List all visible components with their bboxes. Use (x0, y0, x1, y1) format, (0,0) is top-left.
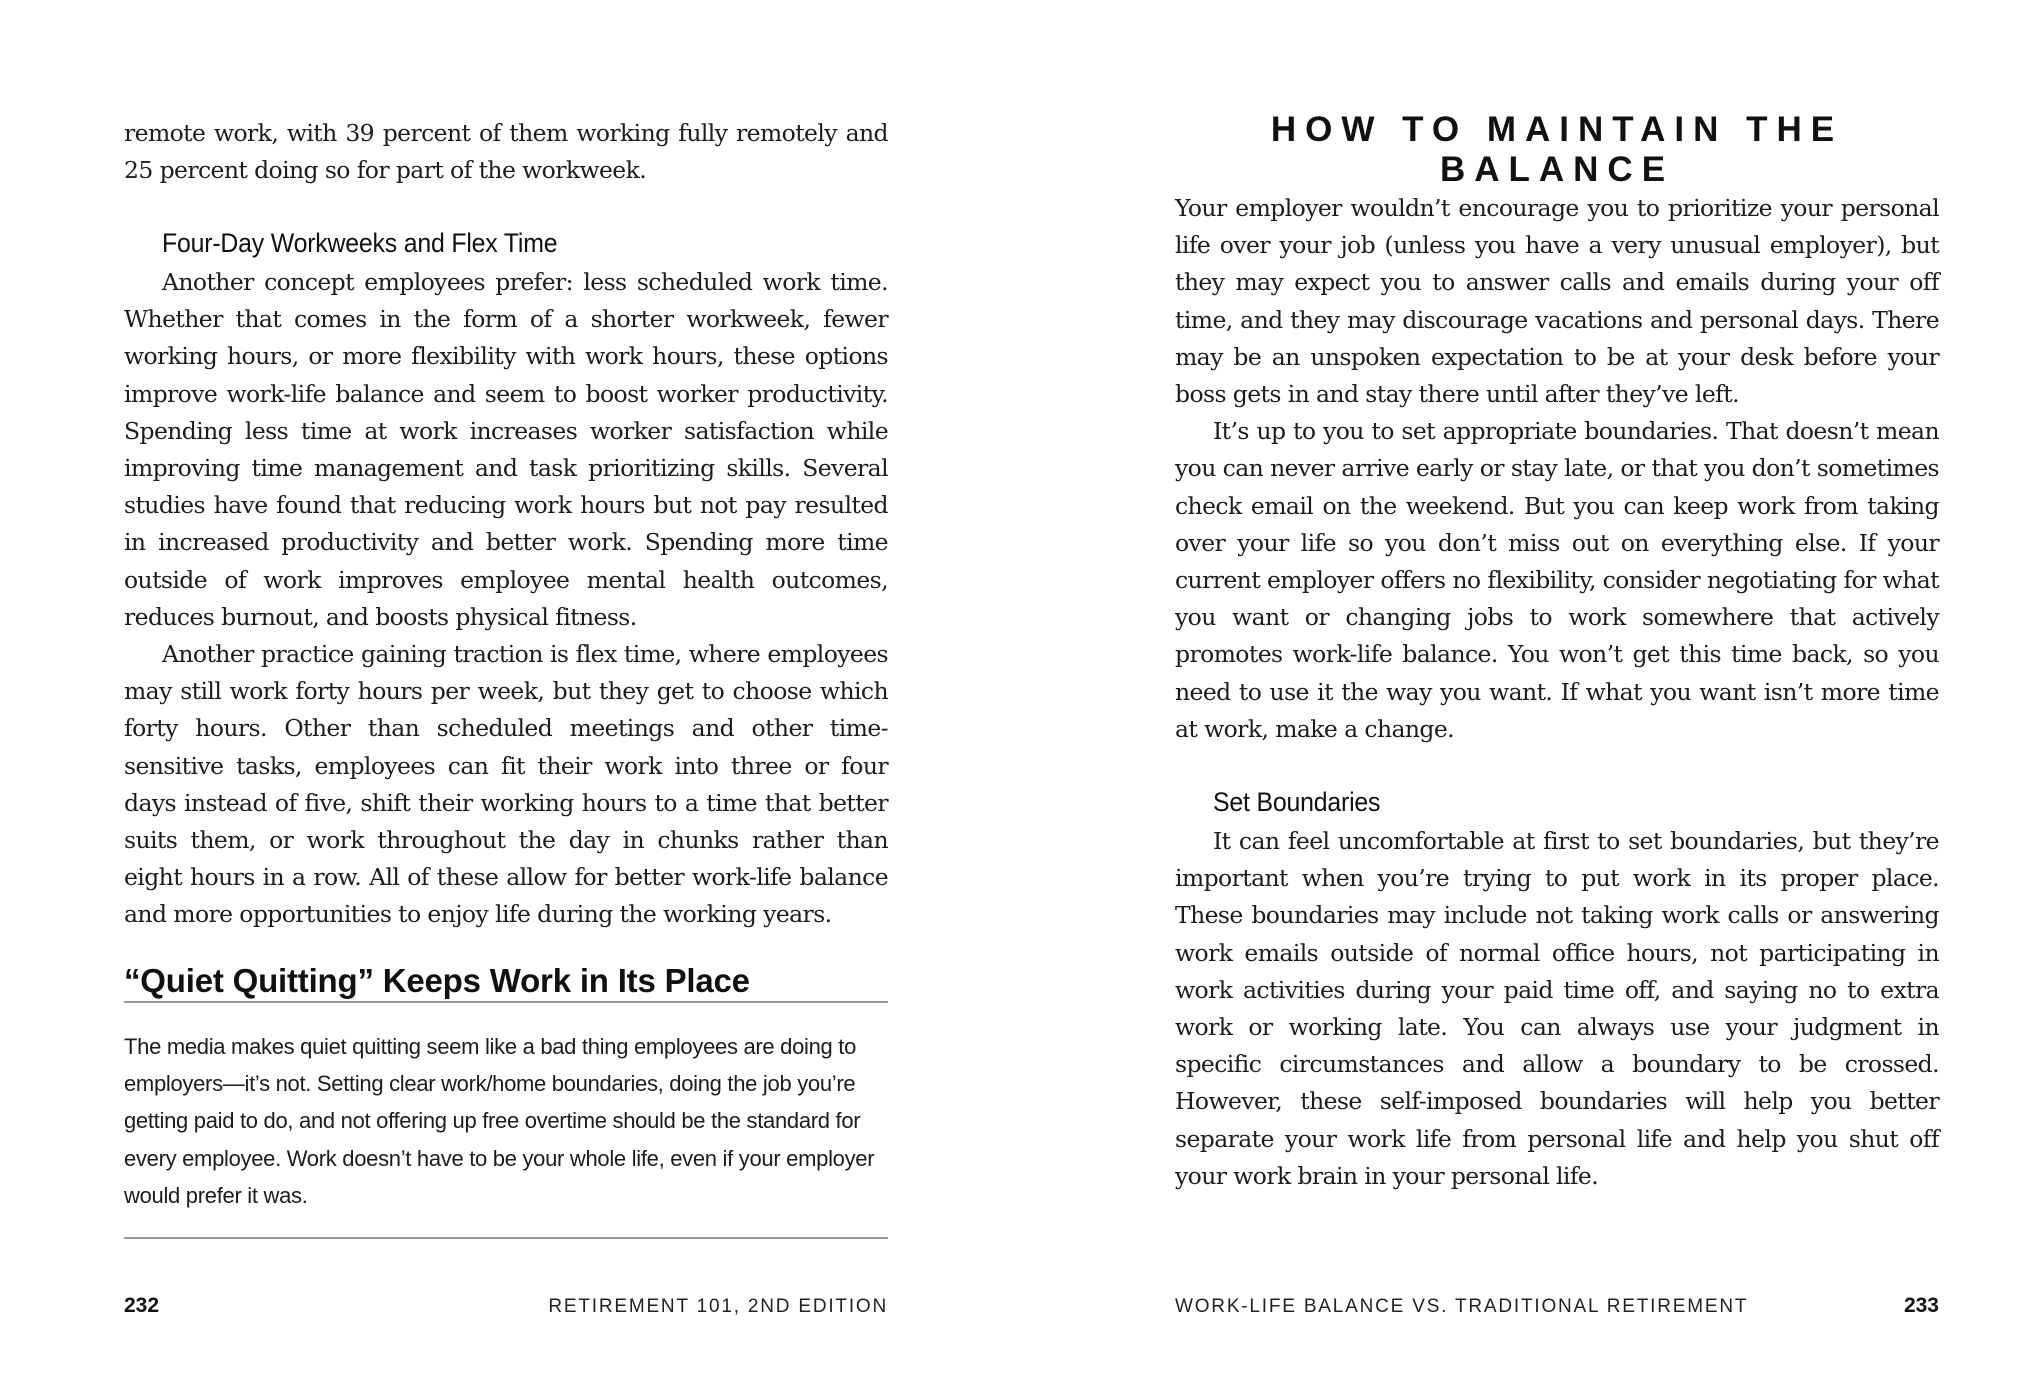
chapter-heading: HOW TO MAINTAIN THE BALANCE (1270, 110, 1844, 189)
left-page (124, 0, 888, 1400)
section-heading-set-boundaries: Set Boundaries (1213, 787, 1381, 817)
sidebar-top-rule (124, 1001, 888, 1003)
sidebar-bottom-rule (124, 1237, 888, 1239)
running-footer-right: WORK-LIFE BALANCE VS. TRADITIONAL RETIREMENT (1175, 1296, 1749, 1317)
page-number-right: 233 (1903, 1294, 1939, 1317)
sidebar-title: “Quiet Quitting” Keeps Work in Its Place (124, 962, 750, 999)
body-paragraph: It can feel uncomfortable at first to set boundaries, but they’re important when you’re trying to put work in its proper place. These boundaries may include not taking work calls or answering work emails outside of normal office hours, not participating in work activities during your paid time off, and saying no to extra work or working late. You can always use your judgment in specific circumstances and allow a boundary to be crossed. However, these self-imposed boundaries will help you better separate your work life from personal life and help you shut off your work brain in your personal life. (1175, 827, 1939, 1190)
running-footer-left: RETIREMENT 101, 2ND EDITION (548, 1296, 888, 1317)
page-number-left: 232 (124, 1294, 160, 1317)
body-paragraph: Your employer wouldn’t encourage you to prioritize your personal life over your job (unless you have a very unusual employer), but they may expect you to answer calls and emails during your off time, and they may discourage vacations and personal days. There may be an unspoken expectation to be at your desk before your boss gets in and stay there until after they’ve left. (1175, 194, 1939, 409)
intro-body (1175, 190, 1939, 748)
body-paragraph: Another practice gaining traction is flex time, where employees may still work forty hours per week, but they get to choose which forty hours. Other than scheduled meetings and other time-sensitive tasks, employees can fit their work into three or four days instead of five, shift their working hours to a time that better suits them, or work throughout the day in chunks rather than eight hours in a row. All of these allow for better work-life balance and more opportunities to enjoy life during the working years. (124, 640, 888, 929)
section-heading-four-day-workweeks: Four-Day Workweeks and Flex Time (162, 228, 558, 258)
body-paragraph: It’s up to you to set appropriate boundaries. That doesn’t mean you can never arrive early or stay late, or that you don’t sometimes check email on the weekend. But you can keep work from taking over your life so you don’t miss out on everything else. If your current employer offers no flexibility, consider negotiating for what you want or changing jobs to work somewhere that actively promotes work-life balance. You won’t get this time back, so you need to use it the way you want. If what you want isn’t more time at work, make a change. (1175, 417, 1939, 743)
continued-paragraph: remote work, with 39 percent of them working fully remotely and 25 percent doing so for part of the workweek. (124, 119, 888, 185)
section-body (124, 264, 888, 934)
body-paragraph: Another concept employees prefer: less scheduled work time. Whether that comes in the form of a shorter workweek, fewer working hours, or more flexibility with work hours, these options improve work-life balance and seem to boost worker productivity. Spending less time at work increases worker satisfaction while improving time management and task prioritizing skills. Several studies have found that reducing work hours but not pay resulted in increased productivity and better work. Spending more time outside of work improves employee mental health outcomes, reduces burnout, and boosts physical fitness. (124, 268, 888, 631)
section-body (1175, 823, 1939, 1195)
sidebar-body: The media makes quiet quitting seem like a bad thing employees are doing to employers—it’s not. Setting clear work/home boundaries, doing the job you’re getting paid to do, and not offering up free overtime should be the standard for every employee. Work doesn’t have to be your whole life, even if your employer would prefer it was. (124, 1034, 875, 1208)
right-page (1175, 0, 1939, 1400)
